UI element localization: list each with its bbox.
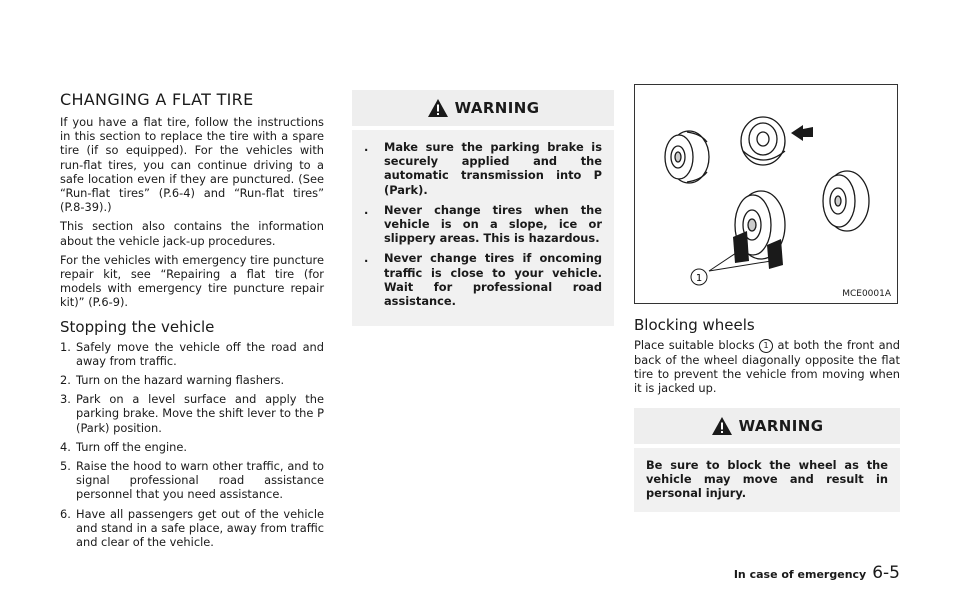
repair-kit-paragraph: For the vehicles with emergency tire puncture repair kit, see “Repairing a flat tire (for models with emergency tire puncture repair kit)” (P.6-9).	[60, 252, 324, 310]
warning-triangle-icon	[711, 416, 733, 436]
stopping-subtitle: Stopping the vehicle	[60, 317, 215, 336]
step-item: 6. Have all passengers get out of the vehicle and stand in a safe place, away from traffic and clear of the vehicle.	[60, 506, 324, 550]
figure-code: MCE0001A	[842, 289, 891, 299]
warning-title-2: WARNING	[738, 416, 824, 435]
page-footer	[734, 563, 900, 583]
warning-text: Be sure to block the wheel as the vehicle may move and result in personal injury.	[646, 457, 888, 501]
warning-body-2	[634, 448, 900, 513]
warning-header-2	[634, 408, 900, 444]
warning-header	[352, 90, 614, 126]
warning-triangle-icon	[427, 98, 449, 118]
blocking-paragraph: Place suitable blocks 1 at both the front and back of the wheel diagonally opposite the flat tire to prevent the vehicle from moving when it is jacked up.	[634, 338, 901, 396]
jack-up-paragraph: This section also contains the information about the vehicle jack-up procedures.	[60, 219, 324, 248]
left-column	[60, 90, 324, 554]
step-item: 5. Raise the hood to warn other traffic, and to signal professional road assistance personnel that you need assistance.	[60, 459, 324, 502]
step-item: 2. Turn on the hazard warning flashers.	[60, 373, 285, 388]
chapter-name: In case of emergency	[733, 568, 867, 581]
blocking-wheels-figure	[634, 84, 898, 304]
wheel-block-front	[733, 231, 749, 263]
tire-rear-right	[823, 171, 869, 231]
tire-front-left	[665, 131, 709, 183]
middle-column	[352, 90, 614, 326]
warning-item: . Never change tires if oncoming traffic is close to your vehicle. Wait for professional road assistance.	[364, 251, 602, 309]
warning-body	[352, 130, 614, 326]
warning-list	[364, 140, 602, 308]
flat-tire-arrow	[791, 125, 813, 141]
figure-callout-label: 1	[695, 273, 703, 284]
wheels-illustration	[635, 85, 897, 303]
tire-front-right	[741, 117, 785, 165]
intro-paragraph: If you have a flat tire, follow the instructions in this section to replace the tire with a spare tire (if so equipped). For the vehicles with run-flat tires, you can continue driving to a safe location even if they are punctured. (See “Run-flat tires” (P.6-4) and “Run-flat tires” (P.8-39).)	[60, 115, 324, 215]
warning-item: . Make sure the parking brake is securely applied and the automatic transmission into P (Park).	[364, 140, 602, 197]
warning-item: . Never change tires when the vehicle is on a slope, ice or slippery areas. This is hazardous.	[364, 202, 602, 246]
right-column	[634, 84, 900, 512]
warning-title: WARNING	[454, 99, 540, 117]
blocking-subtitle: Blocking wheels	[634, 316, 755, 334]
page-number: 6-5	[872, 563, 900, 583]
step-item: 3. Park on a level surface and apply the parking brake. Move the shift lever to the P (Park) position.	[60, 392, 324, 435]
section-title: CHANGING A FLAT TIRE	[60, 90, 254, 109]
step-item: 4. Turn off the engine.	[60, 439, 187, 454]
step-item: 1. Safely move the vehicle off the road and away from traffic.	[60, 339, 324, 368]
callout-number: 1	[759, 339, 773, 353]
stopping-steps	[60, 340, 324, 550]
